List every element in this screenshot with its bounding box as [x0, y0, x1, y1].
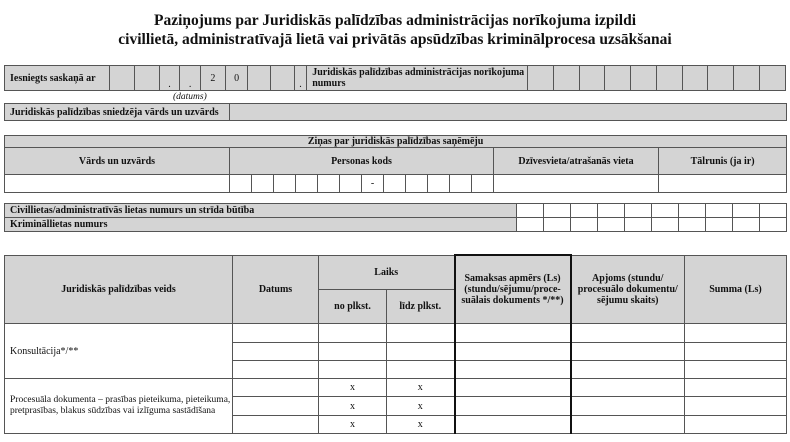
services-table [4, 254, 787, 434]
date-field[interactable] [233, 415, 319, 433]
page-title-line2: civillietā, administratīvajā lietā vai privātās apsūdzības kriminālprocesa uzsākšanai [118, 31, 672, 48]
recipient-name-field[interactable] [5, 175, 230, 193]
rate-field[interactable] [455, 415, 571, 433]
service-date-header: Datums [233, 255, 319, 324]
phone-field[interactable] [659, 175, 787, 193]
time-from-na: x [319, 415, 387, 433]
date-day-digit-1[interactable] [110, 66, 135, 91]
case-number-cell[interactable] [760, 218, 787, 232]
rate-header: Samaksas apmērs (Ls) (stundu/sējumu/proce-suālais dokuments */**) [455, 255, 571, 324]
personal-code-cell[interactable] [472, 175, 494, 193]
provider-label: Juridiskās palīdzības sniedzēja vārds un uzvārds [5, 104, 230, 121]
date-end-dot: . [294, 66, 306, 91]
case-number-cell[interactable] [517, 204, 544, 218]
time-to-field[interactable] [387, 342, 455, 360]
personal-code-cell[interactable] [340, 175, 362, 193]
date-field[interactable] [233, 397, 319, 415]
date-dot: . [159, 66, 180, 91]
personal-code-cell[interactable] [384, 175, 406, 193]
submitted-row [4, 65, 786, 91]
volume-header: Apjoms (stundu/ procesuālo dokumentu/ sējumu skaits) [571, 255, 685, 324]
personal-code-header: Personas kods [230, 148, 494, 175]
date-dot: . [180, 66, 201, 91]
case-number-cell[interactable] [679, 204, 706, 218]
time-from-field[interactable] [319, 360, 387, 378]
civil-case-label: Civillietas/administratīvās lietas numurs un strīda būtība [5, 204, 517, 218]
date-year-digit-0: 0 [225, 66, 248, 91]
personal-code-cell[interactable] [296, 175, 318, 193]
volume-field[interactable] [571, 342, 685, 360]
time-to-field[interactable] [387, 324, 455, 342]
address-header: Dzīvesvieta/atrašanās vieta [494, 148, 659, 175]
case-number-cell[interactable] [652, 204, 679, 218]
date-year-digit-4[interactable] [271, 66, 295, 91]
order-number-cell[interactable] [734, 66, 760, 91]
time-to-na: x [387, 397, 455, 415]
sum-field[interactable] [685, 360, 787, 378]
volume-field[interactable] [571, 360, 685, 378]
time-from-field[interactable] [319, 324, 387, 342]
case-number-cell[interactable] [517, 218, 544, 232]
time-from-na: x [319, 379, 387, 397]
date-year-digit-3[interactable] [248, 66, 271, 91]
sum-field[interactable] [685, 379, 787, 397]
volume-field[interactable] [571, 379, 685, 397]
rate-field[interactable] [455, 397, 571, 415]
case-number-cell[interactable] [760, 204, 787, 218]
time-header: Laiks [319, 255, 455, 289]
recipient-section-title: Ziņas par juridiskās palīdzības saņēmēju [5, 136, 787, 148]
personal-code-dash: - [362, 175, 384, 193]
case-number-cell[interactable] [625, 218, 652, 232]
recipient-table [4, 135, 787, 193]
volume-field[interactable] [571, 415, 685, 433]
sum-field[interactable] [685, 342, 787, 360]
consultation-row-label: Konsultācija*/** [5, 324, 233, 379]
personal-code-cell[interactable] [450, 175, 472, 193]
provider-name-field[interactable] [230, 104, 787, 121]
phone-header: Tālrunis (ja ir) [659, 148, 787, 175]
time-from-header: no plkst. [319, 289, 387, 323]
recipient-name-header: Vārds un uzvārds [5, 148, 230, 175]
order-number-label: Juridiskās palīdzības administrācijas norīkojuma numurs [307, 66, 528, 91]
rate-field[interactable] [455, 342, 571, 360]
case-number-cell[interactable] [625, 204, 652, 218]
procedural-document-row-label: Procesuāla dokumenta – prasības pieteikuma, pieteikuma, pretprasības, blakus sūdzības vai izlīguma sastādīšana [5, 379, 233, 434]
personal-code-cell[interactable] [428, 175, 450, 193]
personal-code-cell[interactable] [274, 175, 296, 193]
case-number-cell[interactable] [706, 204, 733, 218]
sum-header: Summa (Ls) [685, 255, 787, 324]
case-number-cell[interactable] [679, 218, 706, 232]
sum-field[interactable] [685, 324, 787, 342]
personal-code-cell[interactable] [406, 175, 428, 193]
sum-field[interactable] [685, 415, 787, 433]
address-field[interactable] [494, 175, 659, 193]
time-to-na: x [387, 379, 455, 397]
date-field[interactable] [233, 379, 319, 397]
case-number-cell[interactable] [571, 218, 598, 232]
time-to-field[interactable] [387, 360, 455, 378]
service-type-header: Juridiskās palīdzības veids [5, 255, 233, 324]
personal-code-cell[interactable] [318, 175, 340, 193]
personal-code-cell[interactable] [230, 175, 252, 193]
case-number-cell[interactable] [652, 218, 679, 232]
order-number-cell[interactable] [760, 66, 786, 91]
date-field[interactable] [233, 360, 319, 378]
rate-field[interactable] [455, 379, 571, 397]
time-from-na: x [319, 397, 387, 415]
order-number-cell[interactable] [527, 66, 553, 91]
case-number-cell[interactable] [598, 204, 625, 218]
submitted-label: Iesniegts saskaņā ar [5, 66, 110, 91]
date-caption: (datums) [173, 92, 207, 102]
order-number-cell[interactable] [579, 66, 605, 91]
case-number-cell[interactable] [571, 204, 598, 218]
case-number-cell[interactable] [544, 204, 571, 218]
case-number-cell[interactable] [598, 218, 625, 232]
order-number-cell[interactable] [708, 66, 734, 91]
page-title-line1: Paziņojums par Juridiskās palīdzības administrācijas norīkojuma izpildi [153, 12, 636, 29]
personal-code-cell[interactable] [252, 175, 274, 193]
rate-field[interactable] [455, 360, 571, 378]
time-from-field[interactable] [319, 342, 387, 360]
case-number-cell[interactable] [733, 218, 760, 232]
order-number-cell[interactable] [656, 66, 682, 91]
case-number-cell[interactable] [733, 204, 760, 218]
time-to-header: līdz plkst. [387, 289, 455, 323]
sum-field[interactable] [685, 397, 787, 415]
case-table [4, 203, 787, 232]
order-number-cell[interactable] [682, 66, 708, 91]
criminal-case-label: Krimināllietas numurs [5, 218, 517, 232]
date-day-digit-2[interactable] [134, 66, 159, 91]
volume-field[interactable] [571, 397, 685, 415]
date-field[interactable] [233, 324, 319, 342]
time-to-na: x [387, 415, 455, 433]
order-number-cell[interactable] [631, 66, 657, 91]
order-number-cell[interactable] [605, 66, 631, 91]
order-number-cell[interactable] [553, 66, 579, 91]
date-field[interactable] [233, 342, 319, 360]
rate-field[interactable] [455, 324, 571, 342]
provider-row [4, 103, 787, 121]
volume-field[interactable] [571, 324, 685, 342]
case-number-cell[interactable] [706, 218, 733, 232]
case-number-cell[interactable] [544, 218, 571, 232]
date-year-digit-2: 2 [200, 66, 225, 91]
